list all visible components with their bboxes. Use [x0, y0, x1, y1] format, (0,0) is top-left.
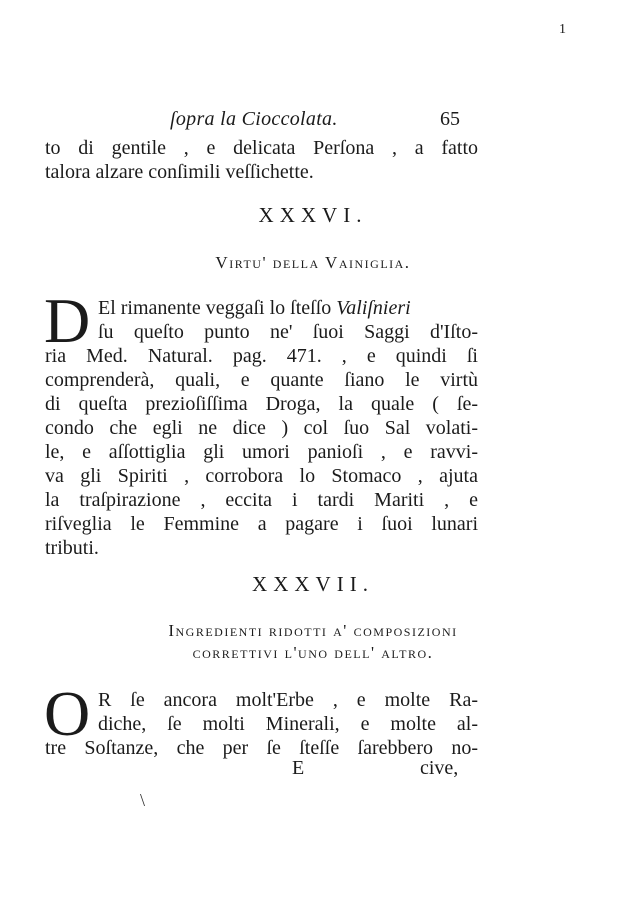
text-line: va gli Spiriti , corrobora lo Stomaco , ajuta — [45, 465, 478, 487]
text-line: di queſta prezioſiſſima Droga, la quale ( ſe- — [45, 393, 478, 415]
text-line: diche, ſe molti Minerali, e molte al- — [98, 713, 478, 735]
section-number: XXXVII. — [252, 572, 374, 596]
section-heading: correttivi l'uno dell' altro. — [192, 643, 434, 662]
text-line: to di gentile , e delicata Perſona , a fatto — [45, 137, 478, 159]
text-line: riſveglia le Femmine a pagare i ſuoi lunari — [45, 513, 478, 535]
running-head-title: ſopra la Cioccolata. — [170, 108, 338, 130]
catchword: cive, — [420, 757, 459, 779]
catchword-line — [292, 757, 459, 780]
text-line: ria Med. Natural. pag. 471. , e quindi ſi — [45, 345, 478, 367]
text-line: le, e aſſottiglia gli umori panioſi , e ravvi- — [45, 441, 478, 463]
text-line: tributi. — [45, 537, 99, 559]
text-line: condo che egli ne dice ) col ſuo Sal volati- — [45, 417, 478, 439]
section-number: XXXVI. — [258, 203, 368, 227]
page-number: 65 — [440, 108, 460, 130]
text-line: El rimanente veggaſi lo ſteſſo Valiſnieri — [98, 297, 411, 319]
text-line: ſu queſto punto ne' ſuoi Saggi d'Iſto- — [98, 321, 478, 343]
section-heading: Ingredienti ridotti a' composizioni — [168, 621, 458, 640]
text-line: la traſpirazione , eccita i tardi Mariti , e — [45, 489, 478, 511]
text-line: R ſe ancora molt'Erbe , e molte Ra- — [98, 689, 478, 711]
author-name: Valiſnieri — [336, 297, 411, 319]
signature-mark: E — [292, 757, 305, 779]
text-line: talora alzare conſimili veſſichette. — [45, 161, 314, 183]
corner-mark: 1 — [559, 22, 566, 37]
section-heading: Virtu' della Vainiglia. — [215, 253, 411, 272]
text-line: tre Soſtanze, che per ſe ſteſſe ſarebbero no- — [45, 737, 478, 759]
text-line: comprenderà, quali, e quante ſiano le virtù — [45, 369, 478, 391]
drop-cap: O — [44, 678, 91, 749]
margin-mark: \ — [140, 790, 146, 810]
drop-cap: D — [44, 285, 91, 356]
running-head — [170, 108, 460, 134]
